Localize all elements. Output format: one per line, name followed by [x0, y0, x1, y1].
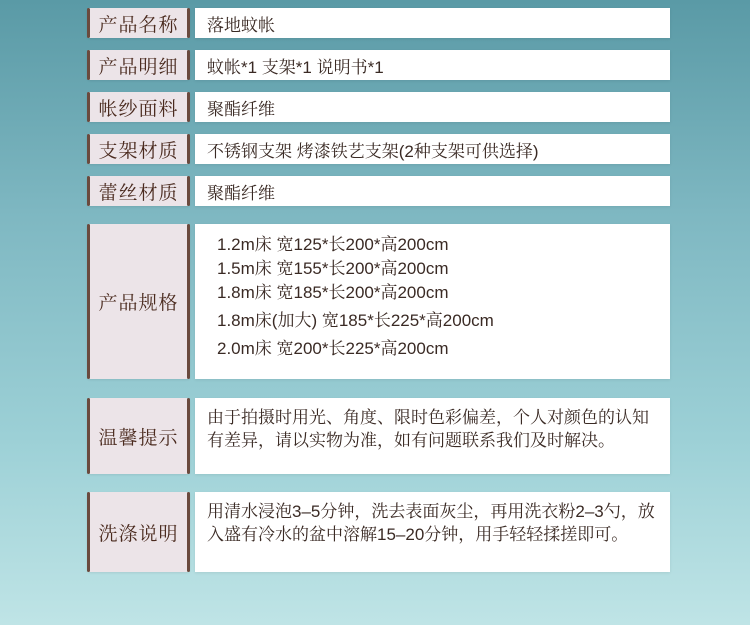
row-value: 落地蚊帐 — [195, 8, 670, 38]
row-value: 蚊帐*1 支架*1 说明书*1 — [195, 50, 670, 80]
row-lace-material — [87, 176, 670, 206]
row-label: 蕾丝材质 — [87, 176, 190, 206]
row-value: 聚酯纤维 — [195, 176, 670, 206]
spec-line: 2.0m床 宽200*长225*高200cm — [217, 339, 449, 358]
spec-line: 1.5m床 宽155*长200*高200cm — [217, 259, 449, 278]
row-label: 支架材质 — [87, 134, 190, 164]
row-label: 产品规格 — [87, 224, 190, 379]
spec-line: 1.2m床 宽125*长200*高200cm — [217, 235, 449, 254]
row-product-name — [87, 8, 670, 38]
spec-line: 1.8m床 宽185*长200*高200cm — [217, 283, 449, 302]
row-net-fabric — [87, 92, 670, 122]
row-label: 产品名称 — [87, 8, 190, 38]
row-product-specs — [87, 224, 670, 379]
row-value: 由于拍摄时用光、角度、限时色彩偏差，个人对颜色的认知有差异，请以实物为准，如有问题联系我们及时解决。 — [195, 398, 670, 474]
row-product-detail — [87, 50, 670, 80]
row-label: 帐纱面料 — [87, 92, 190, 122]
row-warm-tips — [87, 398, 670, 474]
row-washing-instructions — [87, 492, 670, 572]
row-value: 聚酯纤维 — [195, 92, 670, 122]
row-label: 温馨提示 — [87, 398, 190, 474]
row-label: 产品明细 — [87, 50, 190, 80]
row-frame-material — [87, 134, 670, 164]
spec-list — [195, 224, 670, 379]
row-value: 用清水浸泡3–5分钟，洗去表面灰尘，再用洗衣粉2–3勺，放入盛有冷水的盆中溶解15–20分钟，用手轻轻揉搓即可。 — [195, 492, 670, 572]
row-value: 不锈钢支架 烤漆铁艺支架(2种支架可供选择) — [195, 134, 670, 164]
row-label: 洗涤说明 — [87, 492, 190, 572]
spec-line: 1.8m床(加大) 宽185*长225*高200cm — [217, 311, 494, 330]
